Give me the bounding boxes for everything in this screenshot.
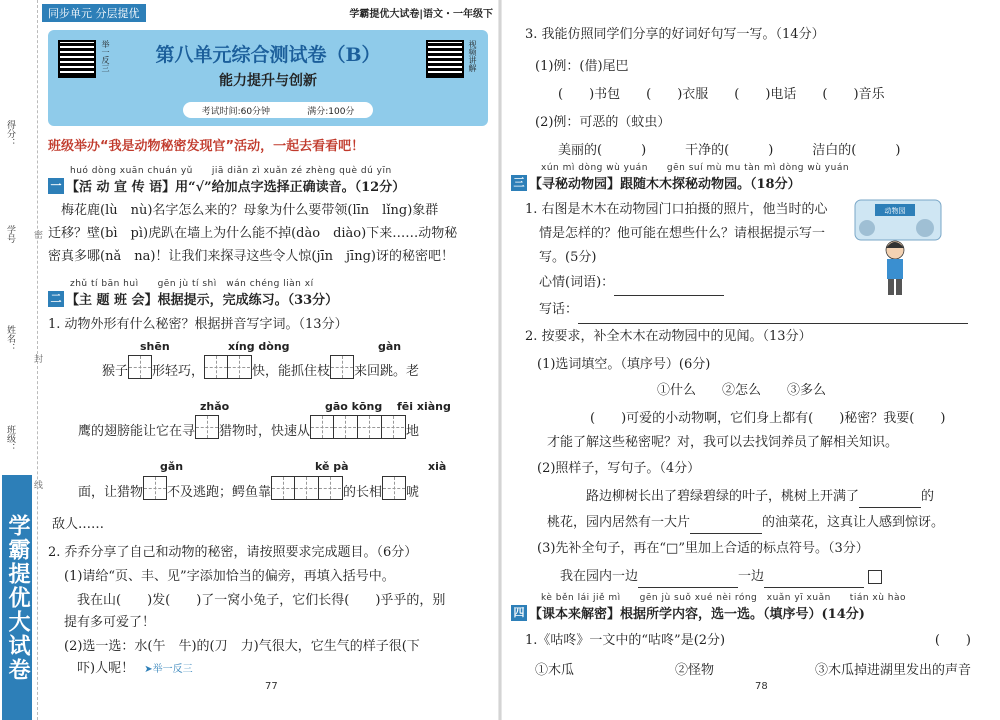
text: 桃花，园内居然有一大片	[547, 515, 691, 530]
exam-header	[48, 30, 488, 126]
pinyin-line: kè běn lái jiě mì gēn jù suǒ xué nèi róng xuǎn yī xuǎn tián xù hào	[541, 593, 907, 603]
question-2c-line	[525, 566, 945, 588]
exam-subtitle: 能力提升与创新	[219, 73, 317, 89]
page-number: 77	[265, 681, 278, 692]
question-text: 1.《咕咚》一文中的“咕咚”是(2分)	[525, 633, 726, 648]
question-3a: (1)例：(借)尾巴	[535, 59, 629, 74]
passage-end: 敌人……	[52, 517, 105, 532]
writing-cell[interactable]	[204, 355, 228, 379]
writing-cell[interactable]	[310, 415, 334, 439]
write-row	[525, 296, 968, 324]
exam-title: 第八单元综合测试卷（B）	[155, 44, 381, 66]
writing-cell[interactable]	[295, 476, 319, 500]
writing-cell[interactable]	[334, 415, 358, 439]
option-1[interactable]: ①木瓜	[535, 663, 575, 678]
fill-blank[interactable]	[638, 574, 738, 588]
text: 来回跳。老	[354, 364, 420, 379]
question-2b: (2)照样子，写句子。（4分）	[537, 461, 701, 476]
question-2: 2. 乔乔分享了自己和动物的秘密，请按照要求完成题目。（6分）	[48, 545, 418, 560]
answer-paren[interactable]: ( )	[934, 633, 971, 648]
punctuation-box[interactable]	[868, 570, 882, 584]
writing-cell[interactable]	[228, 355, 252, 379]
text: 的	[921, 489, 935, 504]
text: 形轻巧，	[152, 364, 205, 379]
exam-time: 考试时间:60分钟	[201, 106, 271, 117]
question-1: 1. 动物外形有什么秘密？根据拼音写字词。（13分）	[48, 317, 348, 332]
cut-mark-seal: 密	[34, 231, 44, 241]
text: 不及逃跑；鳄鱼靠	[167, 485, 272, 500]
class-field: 班级：	[5, 425, 15, 452]
question-4-1-options	[511, 660, 971, 682]
grid-row-2	[78, 415, 419, 439]
question-2b-line	[525, 512, 945, 534]
write-input[interactable]	[578, 310, 968, 324]
option-3[interactable]: ③木瓜掉进湖里发出的声音	[814, 663, 971, 678]
name-field: 姓名：	[5, 325, 15, 352]
section-number: 一	[48, 178, 64, 194]
cut-mark-close: 封	[34, 355, 44, 365]
pinyin-hint: zhǎo	[200, 400, 230, 413]
writing-cell[interactable]	[330, 355, 354, 379]
fill-blank[interactable]	[690, 520, 762, 534]
question-2a: (1)请给“页、丰、见”字添加恰当的偏旁，再填入括号中。	[64, 569, 395, 584]
exam-info	[183, 102, 373, 118]
writing-cell[interactable]	[143, 476, 167, 500]
writing-cell[interactable]	[382, 415, 406, 439]
pinyin-hint: shēn	[140, 340, 170, 353]
question-2b-line	[525, 486, 945, 508]
section-title: 【寻秘动物园】跟随木木探秘动物园。（18分）	[529, 177, 801, 192]
zoo-photo-illustration	[845, 198, 945, 298]
section-number: 三	[511, 175, 527, 191]
section-heading	[48, 176, 457, 195]
pinyin-hint: kě pà	[315, 460, 349, 473]
top-bar	[40, 2, 495, 22]
page-number: 78	[755, 681, 768, 692]
writing-cell[interactable]	[271, 476, 295, 500]
cut-mark-line: 线	[34, 481, 44, 491]
section-4	[511, 590, 971, 682]
question-3	[525, 24, 900, 162]
writing-cell[interactable]	[358, 415, 382, 439]
writing-cell[interactable]	[319, 476, 343, 500]
section-heading	[48, 289, 348, 308]
text: 猎物时，快速从	[219, 424, 311, 439]
fill-blank[interactable]	[764, 574, 864, 588]
section-2-continued	[48, 514, 445, 681]
page-78	[505, 0, 1000, 720]
question-2c: (3)先补全句子，再在“□”里加上合适的标点符号。（3分）	[537, 541, 869, 556]
section-3-q2	[525, 326, 945, 588]
text: 唬	[406, 485, 420, 500]
activity-banner: 班级举办“我是动物秘密发现官”活动，一起去看看吧！	[48, 139, 365, 154]
writing-cell[interactable]	[382, 476, 406, 500]
series-tag: 同步单元 分层提优	[42, 4, 146, 22]
question-line: 情是怎样的？他可能在想些什么？请根据提示写一	[539, 226, 826, 241]
section-heading	[511, 173, 968, 192]
section-number: 二	[48, 291, 64, 307]
question-2a: (1)选词填空。（填序号）(6分)	[537, 357, 711, 372]
text: 的长相	[343, 485, 383, 500]
passage-line: 梅花鹿(lù nù)名字怎么来的？母象为什么要带领(līn lǐng)象群	[48, 203, 439, 218]
question-2b-text	[48, 658, 445, 681]
question-line: 写。(5分)	[539, 250, 597, 265]
writing-cell[interactable]	[195, 415, 219, 439]
pinyin-hint: gāo kōng	[325, 400, 383, 413]
text: 路边柳树长出了碧绿碧绿的叶子，桃树上开满了	[573, 489, 860, 504]
text: 鹰的翅膀能让它在寻	[78, 424, 196, 439]
page-77	[40, 0, 495, 720]
passage-line: 密真多哪(nǎ na)！让我们来探寻这些令人惊(jīn jīng)讶的秘密吧！	[48, 249, 454, 264]
text: 我在园内一边	[547, 569, 639, 584]
option-2[interactable]: ②怪物	[674, 663, 714, 678]
passage-line: 迁移？壁(bì pì)虎趴在墙上为什么能不掉(dào diào)下来……动物秘	[48, 226, 458, 241]
section-title: 【主 题 班 会】根据提示，完成练习。（33分）	[66, 293, 339, 308]
section-1	[48, 163, 457, 268]
question-3b: (2)例：可恶的（蚊虫）	[535, 115, 671, 130]
binding-strip	[0, 0, 44, 720]
pinyin-line: xún mì dòng wù yuán gēn suí mù mu tàn mì dòng wù yuán	[541, 163, 850, 173]
question-2-title: 2. 按要求，补全木木在动物园中的见闻。（13分）	[525, 329, 812, 344]
pinyin-hint: fēi xiàng	[397, 400, 451, 413]
tip-link[interactable]: ➤举一反三	[144, 664, 193, 675]
text: 吓)人呢！	[64, 661, 135, 676]
pinyin-hint: gàn	[378, 340, 402, 353]
section-heading	[511, 603, 971, 622]
question-line: 1. 右图是木木在动物园门口拍摄的照片，他当时的心	[525, 202, 828, 217]
mood-label: 心情(词语)：	[539, 275, 615, 290]
section-number: 四	[511, 605, 527, 621]
question-4-1	[511, 630, 971, 652]
zoo-sign: 动物园	[884, 207, 906, 215]
pinyin-hint: xíng dòng	[228, 340, 290, 353]
question-2a-line: ( )可爱的小动物啊，它们身上都有( )秘密？我要( )	[577, 411, 946, 426]
text: 地	[406, 424, 420, 439]
student-number-field: 学号	[5, 225, 15, 243]
exam-score: 满分:100分	[307, 106, 355, 117]
qr-caption-right: 视频讲解	[468, 40, 477, 72]
question-2b: (2)选一选：水(午 牛)的(刀 力)气很大，它生气的样子很(下	[64, 639, 420, 654]
fill-blank[interactable]	[859, 494, 921, 508]
text: 一边	[738, 569, 765, 584]
pinyin-hint: gǎn	[160, 460, 184, 473]
question-2a-text: 提有多可爱了！	[64, 615, 156, 630]
side-banner: 学霸提优大试卷	[2, 475, 32, 720]
question-3a-items: ( )书包 ( )衣服 ( )电话 ( )音乐	[545, 87, 885, 102]
section-title: 【活 动 宣 传 语】用“√”给加点字选择正确读音。（12分）	[66, 180, 406, 195]
section-2	[48, 276, 348, 336]
grid-row-1	[102, 355, 419, 379]
grid-row-3	[78, 476, 419, 500]
choice-options: ①什么 ②怎么 ③多么	[657, 383, 827, 398]
mood-input[interactable]	[614, 282, 724, 296]
section-title: 【课本来解密】根据所学内容，选一选。（填序号）(14分)	[529, 607, 865, 622]
question-2a-text: 我在山( )发( )了一窝小兔子，它们长得( )乎乎的，别	[64, 593, 446, 608]
question-2a-line: 才能了解这些秘密呢？对，我可以去找饲养员了解相关知识。	[547, 435, 899, 450]
page-gutter	[498, 0, 502, 720]
text: 快，能抓住枝	[252, 364, 331, 379]
text: 猴子	[102, 364, 129, 379]
pinyin-hint: xià	[428, 460, 447, 473]
series-title: 学霸提优大试卷|语文・一年级下	[349, 9, 493, 20]
question-3-title: 3. 我能仿照同学们分享的好词好句写一写。（14分）	[525, 27, 825, 42]
question-3b-items: 美丽的( ) 干净的( ) 洁白的( )	[545, 143, 901, 158]
score-field: 得分：	[5, 120, 15, 147]
text: 面，让猎物	[78, 485, 144, 500]
pinyin-line: zhǔ tí bān huì gēn jù tí shì wán chéng liàn xí	[70, 279, 314, 289]
text: 的油菜花，这真让人感到惊讶。	[762, 515, 945, 530]
pinyin-line: huó dòng xuān chuán yǔ jiā diǎn zì xuǎn zé zhèng què dú yīn	[70, 166, 392, 176]
write-label: 写话：	[539, 302, 579, 317]
qr-caption-left: 举一反三	[101, 40, 110, 72]
writing-cell[interactable]	[128, 355, 152, 379]
